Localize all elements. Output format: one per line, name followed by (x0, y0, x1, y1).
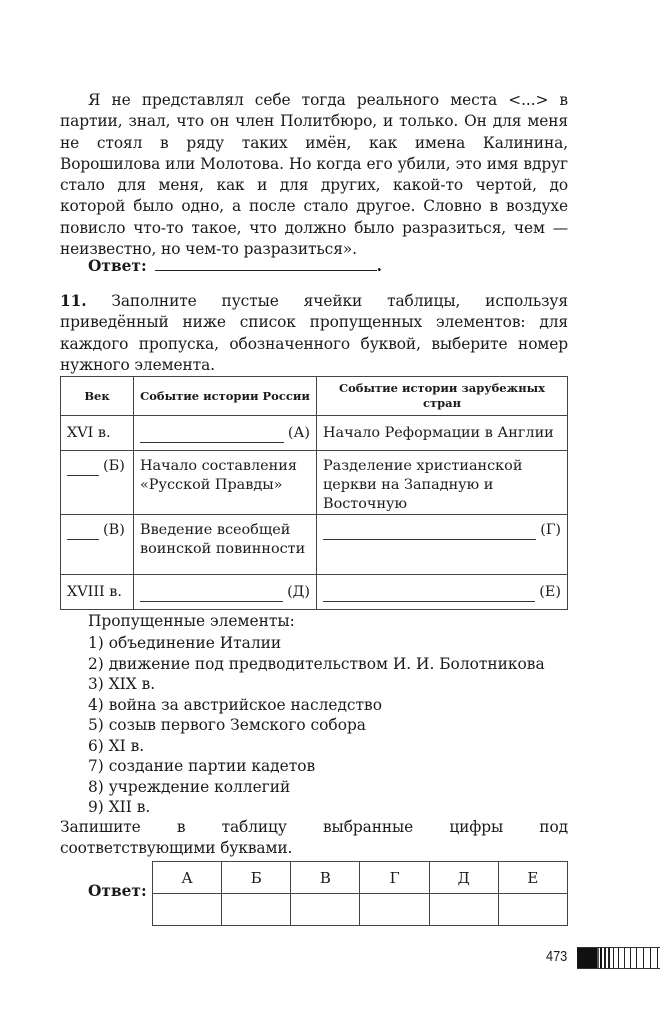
answer-cell-b[interactable] (222, 894, 291, 926)
missing-list (88, 633, 545, 818)
answer-letters-row (153, 862, 568, 894)
list-item: 4) война за австрийское наследство (88, 695, 382, 714)
header-foreign: Событие истории зарубежных стран (317, 377, 568, 416)
answer-label: Ответ: (88, 257, 147, 275)
letter-v: В (291, 862, 360, 894)
answer-cell-g[interactable] (360, 894, 429, 926)
table-row (61, 416, 568, 451)
cell-russia: Введение всеобщей воинской повинности (134, 515, 317, 575)
cell-foreign: Разделение христианской церкви на Западную и Восточную (317, 451, 568, 515)
answer-table (152, 861, 568, 926)
list-item: 2) движение под предводительством И. И. Болотникова (88, 654, 545, 673)
letter-b: Б (222, 862, 291, 894)
history-table (60, 376, 568, 610)
cell-century: XVI в. (61, 416, 134, 451)
header-century: Век (61, 377, 134, 416)
letter-a: А (153, 862, 222, 894)
cell-foreign: Начало Реформации в Англии (317, 416, 568, 451)
cell-foreign-blank[interactable]: (Г) (317, 515, 568, 575)
answer-period: . (376, 257, 383, 275)
instruction: Запишите в таблицу выбранные цифры под соответствующими буквами. (60, 818, 568, 858)
list-item: 3) XIX в. (88, 675, 156, 693)
answer-cell-d[interactable] (429, 894, 498, 926)
task-11 (60, 291, 568, 376)
cell-russia-blank[interactable]: (А) (134, 416, 317, 451)
quote-paragraph: Я не представлял себе тогда реального места <...> в партии, знал, что он член Политбюро, и только. Он для меня не стоял в ряду таких имён, как имена Калинина, Ворошилова или Молотова. Но когда его убили, это имя вдруг стало для меня, как и для других, какой-то чертой, до которой было одно, а после стало другое. Словно в воздухе повисло что-то такое, что должно было разразиться, чем — неизвестно, но чем-то разразиться». (60, 91, 568, 259)
letter-d: Д (429, 862, 498, 894)
list-item: 5) созыв первого Земского собора (88, 716, 366, 734)
page-footer (0, 945, 660, 975)
cell-foreign-blank[interactable]: (Е) (317, 575, 568, 610)
cell-century: XVIII в. (61, 575, 134, 610)
letter-e: Е (498, 862, 567, 894)
missing-heading: Пропущенные элементы: (88, 612, 295, 630)
answer-cell-e[interactable] (498, 894, 567, 926)
answer-cell-v[interactable] (291, 894, 360, 926)
answer-values-row (153, 894, 568, 926)
answer-table-label: Ответ: (88, 882, 147, 900)
table-row (61, 451, 568, 515)
header-russia: Событие истории России (134, 377, 317, 416)
cell-russia-blank[interactable]: (Д) (134, 575, 317, 610)
task-text: Заполните пустые ячейки таблицы, используя приведённый ниже список пропущенных элементов: для каждого пропуска, обозначенного буквой, выберите номер нужного элемента. (60, 292, 568, 374)
letter-g: Г (360, 862, 429, 894)
cell-century-blank[interactable]: (Б) (61, 451, 134, 515)
list-item: 6) XI в. (88, 736, 145, 755)
cell-century-blank[interactable]: (В) (61, 515, 134, 575)
page-marker-bar-icon (577, 947, 660, 969)
list-item: 8) учреждение коллегий (88, 777, 291, 796)
answer-10 (88, 256, 382, 275)
task-number: 11. (60, 292, 87, 310)
page-number: 473 (546, 948, 568, 965)
table-row (61, 515, 568, 575)
cell-russia: Начало составления «Русской Правды» (134, 451, 317, 515)
answer-blank[interactable] (155, 256, 377, 271)
list-item: 7) создание партии кадетов (88, 757, 316, 775)
table-row (61, 575, 568, 610)
list-item: 1) объединение Италии (88, 634, 282, 652)
answer-cell-a[interactable] (153, 894, 222, 926)
list-item: 9) XII в. (88, 798, 151, 816)
table-header-row (61, 377, 568, 416)
